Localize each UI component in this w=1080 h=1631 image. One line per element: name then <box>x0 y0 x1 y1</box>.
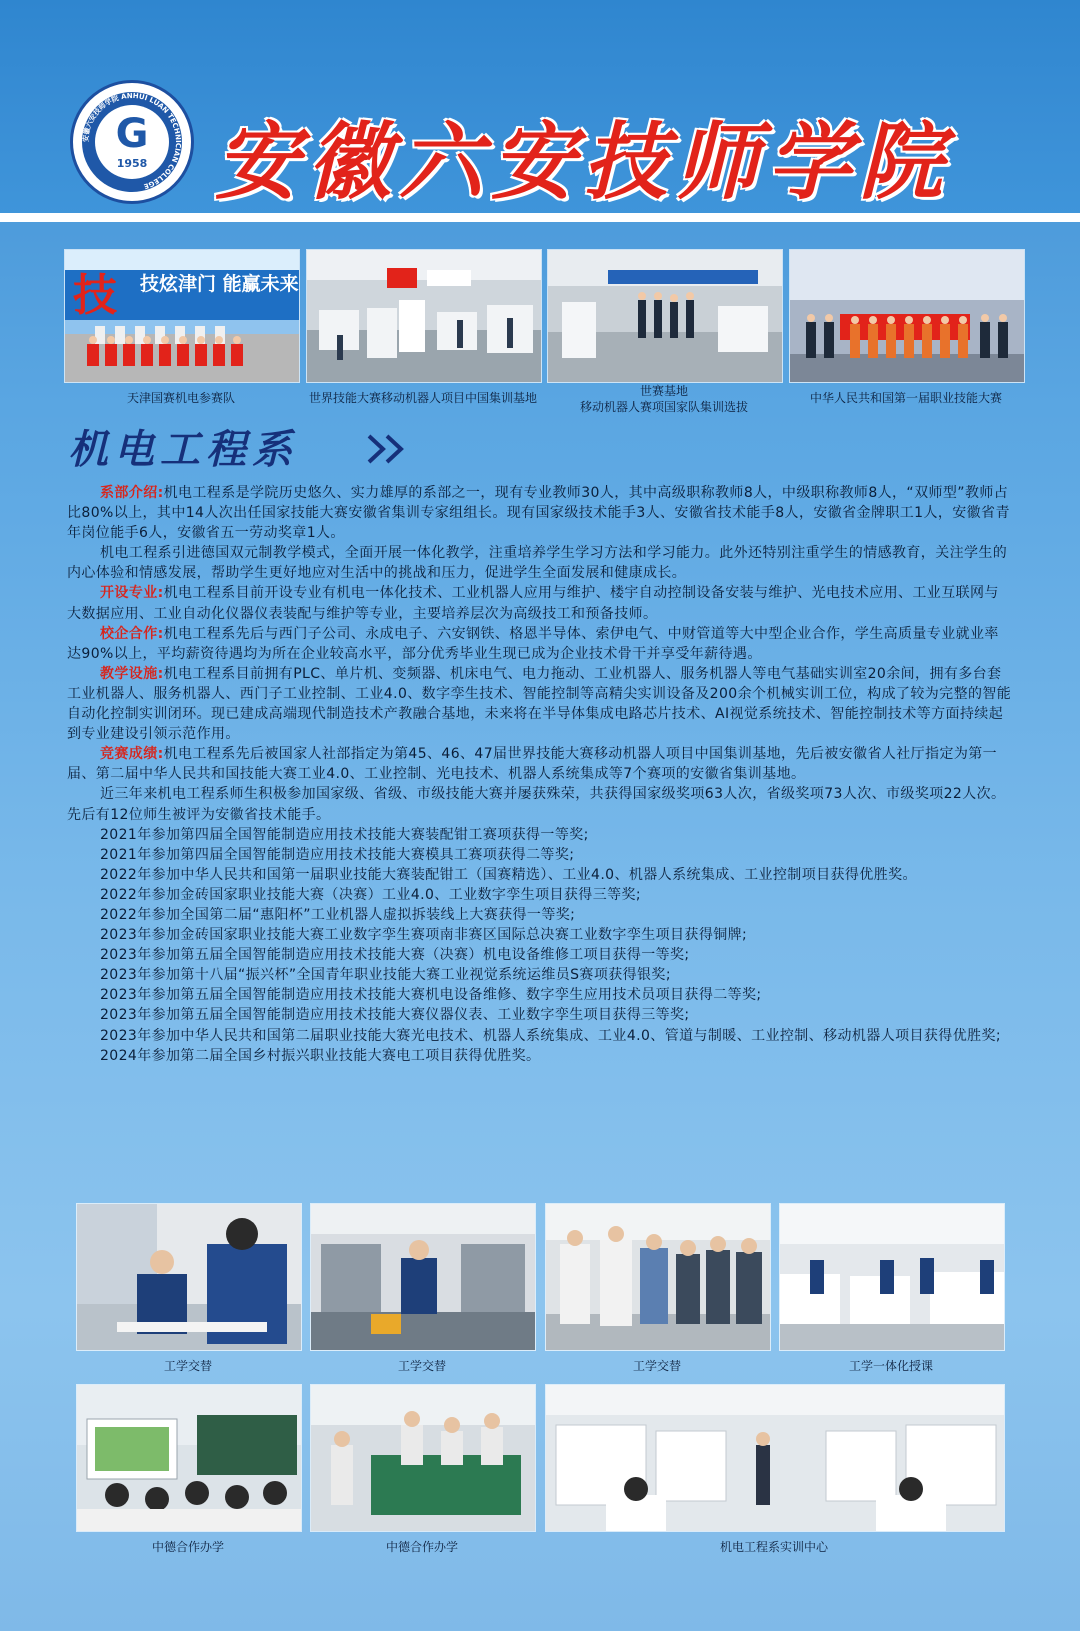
caption-top-3-line2: 移动机器人赛项国家队集训选拔 <box>579 400 748 414</box>
photo-work-study-1-scene <box>77 1204 301 1350</box>
award-item: 2023年参加第十八届“振兴杯”全国青年职业技能大赛工业视觉系统运维员S赛项获得银奖; <box>100 967 671 984</box>
logo-ring-textpath: 安徽六安技师学院 ANHUI LUAN TECHNICIAN COLLEGE <box>81 91 183 191</box>
photo-tianjin-team-scene <box>65 250 299 382</box>
photo-sino-german-2-scene <box>311 1385 535 1531</box>
award-item: 2023年参加第五届全国智能制造应用技术技能大赛（决赛）机电设备维修工项目获得一等奖; <box>100 947 690 964</box>
photo-training-center-scene <box>546 1385 1004 1531</box>
label-competition: 竞赛成绩: <box>100 746 164 763</box>
photo-sign-text: 技炫津门 能赢未来 <box>140 273 299 295</box>
award-item: 2023年参加第五届全国智能制造应用技术技能大赛仪器仪表、工业数字孪生项目获得三等奖; <box>100 1007 690 1024</box>
caption-top-3-line1: 世赛基地 <box>639 384 688 398</box>
photo-work-study-1 <box>76 1203 302 1351</box>
header-divider <box>0 213 1080 222</box>
logo-year: 1958 <box>116 157 148 170</box>
text-teaching-mode: 机电工程系引进德国双元制教学模式，全面开展一体化教学，注重培养学生学习方法和学习能力。此外还特别注重学生的情感教育，关注学生的内心体验和情感发展，帮助学生更好地应对生活中的挑战和压力，促进学生全面发展和健康成长。 <box>67 545 1008 582</box>
award-item: 2023年参加金砖国家职业技能大赛工业数字孪生赛项南非赛区国际总决赛工业数字孪生项目获得铜牌; <box>100 927 748 944</box>
paragraph-recent-results <box>67 784 1013 824</box>
photo-integrated-teaching-scene <box>780 1204 1004 1350</box>
caption-bottom-4: 工学一体化授课 <box>848 1359 933 1373</box>
paragraph-majors <box>67 583 1013 623</box>
award-item: 2022年参加金砖国家职业技能大赛（决赛）工业4.0、工业数字孪生项目获得三等奖; <box>100 886 642 903</box>
text-cooperation: 机电工程系先后与西门子公司、永成电子、六安钢铁、格恩半导体、索伊电气、中财管道等大中型企业合作，学生高质量专业就业率达90%以上，平均薪资待遇均为所在企业较高水平，部分优秀毕业生现已成为企业技术骨干并享受年薪待遇。 <box>67 625 999 662</box>
caption-bottom-5: 中德合作办学 <box>151 1540 224 1554</box>
caption-bottom-3: 工学交替 <box>632 1359 681 1373</box>
photo-world-skills-base <box>547 249 783 383</box>
photo-sino-german-1-scene <box>77 1385 301 1531</box>
award-item: 2021年参加第四届全国智能制造应用技术技能大赛装配钳工赛项获得一等奖; <box>100 826 589 843</box>
college-logo <box>70 80 194 204</box>
paragraph-intro <box>67 483 1013 543</box>
award-item: 2021年参加第四届全国智能制造应用技术技能大赛模具工赛项获得二等奖; <box>100 846 575 863</box>
label-intro: 系部介绍: <box>100 485 164 501</box>
photo-work-study-2-scene <box>311 1204 535 1350</box>
label-majors: 开设专业: <box>100 585 164 602</box>
paragraph-cooperation <box>67 624 1013 664</box>
department-title: 机电工程系 <box>68 426 298 473</box>
caption-bottom-6: 中德合作办学 <box>385 1540 458 1554</box>
text-competition: 机电工程系先后被国家人社部指定为第45、46、47届世界技能大赛移动机器人项目中国集训基地，先后被安徽省人社厅指定为第一届、第二届中华人民共和国技能大赛工业4.0、工业控制、光电技术、机器人系统集成等7个赛项的安徽省集训基地。 <box>67 746 998 783</box>
text-facilities: 机电工程系目前拥有PLC、单片机、变频器、机床电气、电力拖动、工业机器人、服务机器人等电气基础实训室20余间，拥有多台套工业机器人、服务机器人、西门子工业控制、工业4.0、数字孪生技术、智能控制等高精尖实训设备及200余个机械实训工位，构成了较为完整的智能自动化控制实训闭环。现已建成高端现代制造技术产教融合基地，未来将在半导体集成电路芯片技术、AI视觉系统技术、智能控制技术等方面持续起到专业建设引领示范作用。 <box>67 665 1012 743</box>
caption-bottom-7: 机电工程系实训中心 <box>719 1540 828 1554</box>
logo-g-icon: G <box>115 111 149 157</box>
caption-top-3 <box>547 383 781 415</box>
photo-work-study-3-scene <box>546 1204 770 1350</box>
college-name-title: 安徽六安技师学院 <box>215 112 952 211</box>
photo-first-vocational-contest-scene <box>790 250 1024 382</box>
award-item: 2022年参加中华人民共和国第一届职业技能大赛装配钳工（国赛精选）、工业4.0、机器人系统集成、工业控制项目获得优胜奖。 <box>100 866 917 883</box>
caption-bottom-1: 工学交替 <box>163 1359 212 1373</box>
double-chevron-icon <box>365 430 411 468</box>
photo-work-study-3 <box>545 1203 771 1351</box>
photo-sino-german-1 <box>76 1384 302 1532</box>
award-item: 2023年参加中华人民共和国第二届职业技能大赛光电技术、机器人系统集成、工业4.0、管道与制暖、工业控制、移动机器人项目获得优胜奖; <box>100 1027 1002 1044</box>
paragraph-competition <box>67 744 1013 784</box>
award-item: 2024年参加第二届全国乡村振兴职业技能大赛电工项目获得优胜奖。 <box>100 1047 541 1064</box>
photo-integrated-teaching <box>779 1203 1005 1351</box>
photo-sino-german-2 <box>310 1384 536 1532</box>
paragraph-teaching-mode <box>67 543 1013 583</box>
photo-first-vocational-contest <box>789 249 1025 383</box>
caption-top-2: 世界技能大赛移动机器人项目中国集训基地 <box>308 391 537 405</box>
photo-training-base <box>306 249 542 383</box>
caption-bottom-2: 工学交替 <box>397 1359 446 1373</box>
photo-training-base-scene <box>307 250 541 382</box>
photo-training-center <box>545 1384 1005 1532</box>
svg-text:技: 技 <box>73 270 117 321</box>
photo-world-skills-base-scene <box>548 250 782 382</box>
award-item: 2023年参加第五届全国智能制造应用技术技能大赛机电设备维修、数字孪生应用技术员项目获得二等奖; <box>100 987 762 1004</box>
text-majors: 机电工程系目前开设专业有机电一体化技术、工业机器人应用与维护、楼宇自动控制设备安装与维护、光电技术应用、工业互联网与大数据应用、工业自动化仪器仪表装配与维护等专业，主要培养层次为高级技工和预备技师。 <box>67 585 999 622</box>
text-intro: 机电工程系是学院历史悠久、实力雄厚的系部之一，现有专业教师30人，其中高级职称教师8人，中级职称教师8人，“双师型”教师占比80%以上，其中14人次出任国家技能大赛安徽省集训专家组组长。现有国家级技术能手3人、安徽省技术能手8人，安徽省金牌职工1人，安徽省青年岗位能手6人，安徽省五一劳动奖章1人。 <box>67 485 1010 542</box>
label-cooperation: 校企合作: <box>100 625 164 642</box>
photo-work-study-2 <box>310 1203 536 1351</box>
paragraph-facilities <box>67 664 1013 744</box>
department-description <box>67 483 1013 1066</box>
caption-top-4: 中华人民共和国第一届职业技能大赛 <box>809 391 1002 405</box>
logo-center <box>95 105 169 179</box>
award-item: 2022年参加全国第二届“惠阳杯”工业机器人虚拟拆装线上大赛获得一等奖; <box>100 906 576 923</box>
label-facilities: 教学设施: <box>100 665 164 682</box>
photo-tianjin-team <box>64 249 300 383</box>
caption-top-1: 天津国赛机电参赛队 <box>126 391 235 405</box>
text-recent-results: 近三年来机电工程系师生积极参加国家级、省级、市级技能大赛并屡获殊荣，共获得国家级奖项63人次，省级奖项73人次、市级奖项22人次。先后有12位师生被评为安徽省技术能手。 <box>67 786 1006 823</box>
